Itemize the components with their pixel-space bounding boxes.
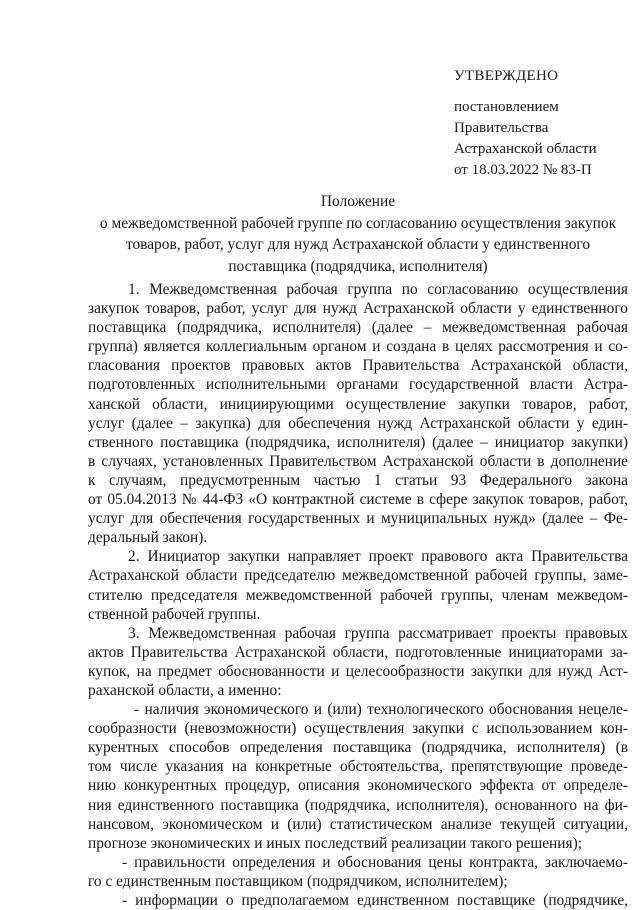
- text-line: в случаях, установленных Правительством Астраханской области в дополнение: [88, 452, 628, 470]
- list-item-supplier: [88, 891, 628, 910]
- list-item-price: [88, 853, 628, 891]
- approval-line: Астраханской области: [454, 141, 597, 157]
- text-line: нансовом, экономическом и (или) статистическом анализе текущей ситуации,: [88, 815, 628, 833]
- text-line: прогнозе экономических и иных последствий реализации такого решения);: [88, 834, 582, 852]
- title-subtitle-line: товаров, работ, услуг для нужд Астраханской области у единственного: [125, 236, 591, 253]
- text-line: курентных способов определения поставщика (подрядчика, исполнителя) (в: [88, 739, 628, 757]
- text-line: деральный закон).: [88, 529, 208, 547]
- text-line: услуг для обеспечения государственных и муниципальных нужд» (далее – Фе-: [88, 510, 628, 528]
- text-line: Астраханской области председателю межведомственной рабочей группы, заме-: [88, 567, 628, 585]
- text-line: 2. Инициатор закупки направляет проект правового акта Правительства: [128, 548, 628, 566]
- approval-line: от 18.03.2022 № 83-П: [454, 162, 592, 178]
- text-line: том числе указания на конкретные обстоятельства, препятствующие проведе-: [88, 758, 628, 776]
- text-line: к случаям, предусмотренным частью 1 статьи 93 Федерального закона: [88, 471, 628, 489]
- title-subtitle-line: поставщика (подрядчика, исполнителя): [228, 257, 488, 275]
- text-line: услуг (далее – закупка) для обеспечения нужд Астраханской области у един-: [88, 414, 628, 432]
- text-line: от 05.04.2013 № 44-ФЗ «О контрактной системе в сфере закупок товаров, работ,: [88, 491, 628, 509]
- text-line: закупок товаров, работ, услуг для нужд Астраханской области у единственного: [88, 300, 628, 318]
- text-line: - правильности определения и обоснования цены контракта, заключаемо-: [122, 853, 628, 871]
- paragraph-3: [88, 624, 628, 700]
- approval-line: Правительства: [454, 120, 549, 136]
- text-line: 1. Межведомственная рабочая группа по согласованию осуществления: [128, 281, 628, 298]
- text-line: актов Правительства Астраханской области, подготовленные инициаторами за-: [88, 643, 628, 661]
- text-line: купок, на предмет обоснованности и целесообразности закупки для нужд Аст-: [88, 662, 628, 680]
- text-line: поставщика (подрядчика, исполнителя) (далее – межведомственная рабочая: [88, 319, 628, 337]
- text-line: раханской области, а именно:: [88, 681, 282, 699]
- paragraph-2: [88, 547, 628, 623]
- text-line: ственной рабочей группы.: [88, 605, 261, 623]
- text-line: стителю председателя межведомственной рабочей группы, членам межведом-: [88, 586, 628, 604]
- title-subtitle-line: о межведомственной рабочей группе по согласованию осуществления закупок: [99, 214, 617, 232]
- title-heading: Положение: [320, 193, 396, 210]
- list-item-justification: [88, 700, 628, 853]
- text-line: гласования проектов правовых актов Правительства Астраханской области,: [88, 357, 628, 375]
- approval-line: постановлением: [454, 99, 559, 115]
- text-line: - информации о предполагаемом единственном поставщике (подрядчике,: [122, 892, 628, 909]
- text-line: 3. Межведомственная рабочая группа рассматривает проекты правовых: [128, 624, 628, 642]
- text-line: ственного поставщика (подрядчика, исполнителя) (далее – инициатор закупки): [88, 433, 628, 451]
- text-line: сообразности (невозможности) осуществления закупки с использованием кон-: [88, 720, 628, 738]
- paragraph-1: [88, 280, 628, 547]
- text-line: ханской области, инициирующими осуществление закупки товаров, работ,: [88, 395, 628, 413]
- text-line: - наличия экономического и (или) технологического обоснования нецеле-: [134, 701, 628, 719]
- document-title: [88, 191, 628, 277]
- approval-stamp: [454, 66, 629, 181]
- document-body: [88, 280, 628, 910]
- text-line: го с единственным поставщиком (подрядчиком, исполнителем);: [88, 872, 508, 890]
- text-line: нию конкурентных процедур, описания экономического эффекта от определе-: [88, 777, 628, 795]
- text-line: ния единственного поставщика (подрядчика, исполнителя), основанного на фи-: [88, 796, 628, 814]
- approval-heading: УТВЕРЖДЕНО: [454, 68, 559, 84]
- text-line: подготовленных исполнительными органами государственной власти Астра-: [88, 376, 628, 394]
- text-line: группа) является коллегиальным органом и создана в целях рассмотрения и со-: [88, 338, 628, 356]
